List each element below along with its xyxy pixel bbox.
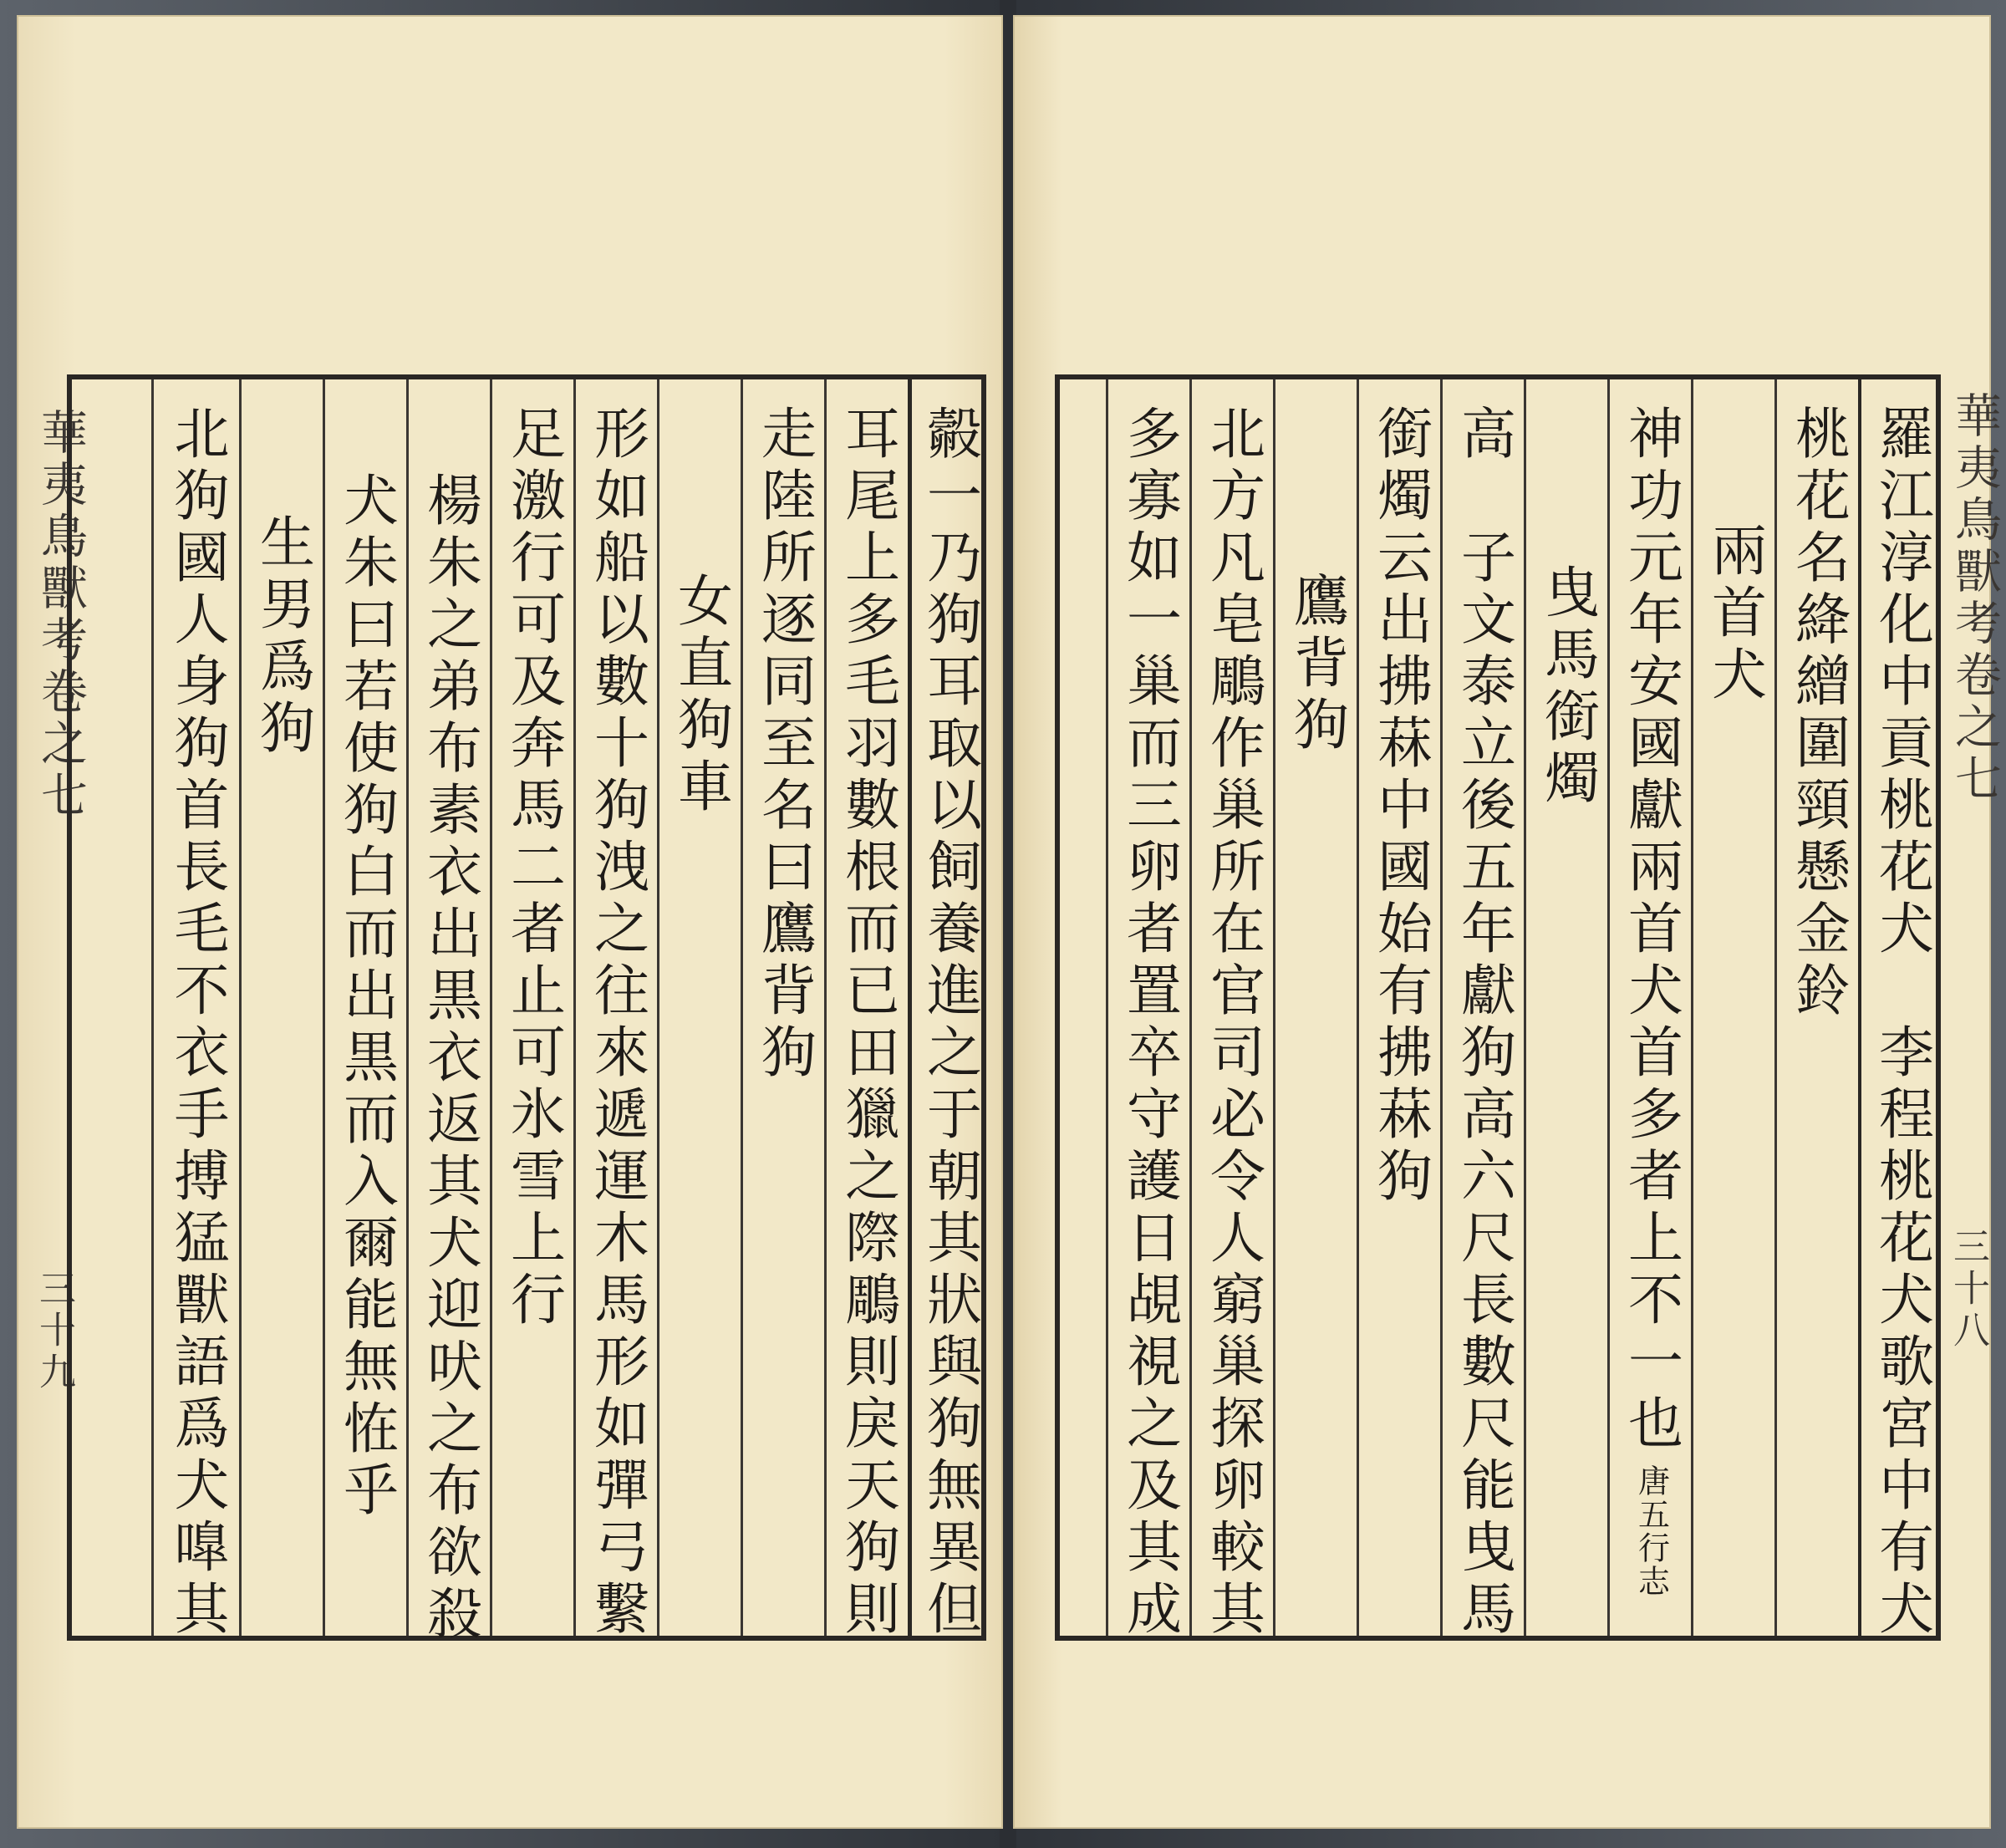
text-column (323, 379, 406, 1636)
column-text: 北方凡皂鵰作巢所在官司必令人窮巢探卵較其 (1200, 405, 1265, 1642)
text-column (1607, 379, 1691, 1636)
column-text: 高 子文泰立後五年獻狗高六尺長數尺能曳馬 (1451, 405, 1516, 1642)
column-text: 走陸所逐同至名曰鷹背狗 (751, 405, 817, 1085)
right-margin-title: 華夷鳥獸考卷之七 (1947, 391, 2002, 806)
text-column (1858, 379, 1941, 1642)
left-page (17, 15, 1003, 1829)
text-column (824, 379, 908, 1642)
column-text: 㲉一乃狗耳取以飼養進之于朝其狀與狗無異但 (917, 405, 982, 1642)
column-text: 犬朱曰若使狗白而出黒而入爾能無恠乎 (333, 471, 399, 1523)
text-column (406, 379, 490, 1647)
column-note: 唐五行志 (1632, 1464, 1670, 1598)
text-column (151, 379, 239, 1642)
right-margin-folio: 三十八 (1947, 1227, 1989, 1352)
text-column (1524, 379, 1607, 1636)
text-column (1357, 379, 1440, 1636)
text-column (1106, 379, 1189, 1642)
text-column (1691, 379, 1774, 1636)
column-text: 桃花名絳繒圍頸懸金鈴 (1785, 405, 1851, 1023)
column-text: 羅江淳化中貢桃花犬 李程桃花犬歌宮中有犬 (1869, 405, 1934, 1642)
text-column (490, 379, 573, 1636)
column-text: 兩首犬 (1702, 522, 1767, 707)
column-text: 足激行可及奔馬二者止可氷雪上行 (501, 405, 566, 1332)
text-column (1774, 379, 1858, 1636)
column-text: 楊朱之弟布素衣出黒衣返其犬迎吠之布欲殺 (417, 471, 482, 1647)
column-text: 北狗國人身狗首長毛不衣手搏猛獸語爲犬嘷其 (165, 405, 229, 1642)
left-margin-folio: 三十九 (33, 1269, 75, 1394)
text-column (1189, 379, 1273, 1642)
right-text-frame (1055, 374, 1941, 1641)
text-column (573, 379, 657, 1642)
left-margin-title: 華夷鳥獸考卷之七 (33, 408, 88, 822)
column-text: 生男爲狗 (250, 513, 315, 761)
text-column (1440, 379, 1524, 1642)
column-text: 曳馬銜燭 (1535, 563, 1600, 811)
text-column (1060, 379, 1106, 1636)
text-column (741, 379, 824, 1636)
column-text: 女直狗車 (668, 572, 733, 819)
right-page (1013, 15, 2002, 1829)
text-column (908, 379, 986, 1642)
text-column (239, 379, 323, 1636)
text-column (72, 379, 151, 1636)
text-column (1273, 379, 1357, 1636)
column-text: 銜燭云出拂菻中國始有拂菻狗 (1367, 405, 1433, 1209)
column-text: 多寡如一巢而三卵者置卒守護日覘視之及其成 (1117, 405, 1182, 1642)
column-text: 耳尾上多毛羽數根而已田獵之際鵰則戾天狗則 (835, 405, 900, 1642)
text-column (657, 379, 741, 1636)
column-text: 鷹背狗 (1284, 572, 1349, 757)
left-text-frame (67, 374, 986, 1647)
column-text: 形如船以數十狗洩之往來遞運木馬形如彈弓繫 (584, 405, 649, 1642)
column-text: 神功元年安國獻兩首犬首多者上不一也 (1618, 405, 1683, 1456)
